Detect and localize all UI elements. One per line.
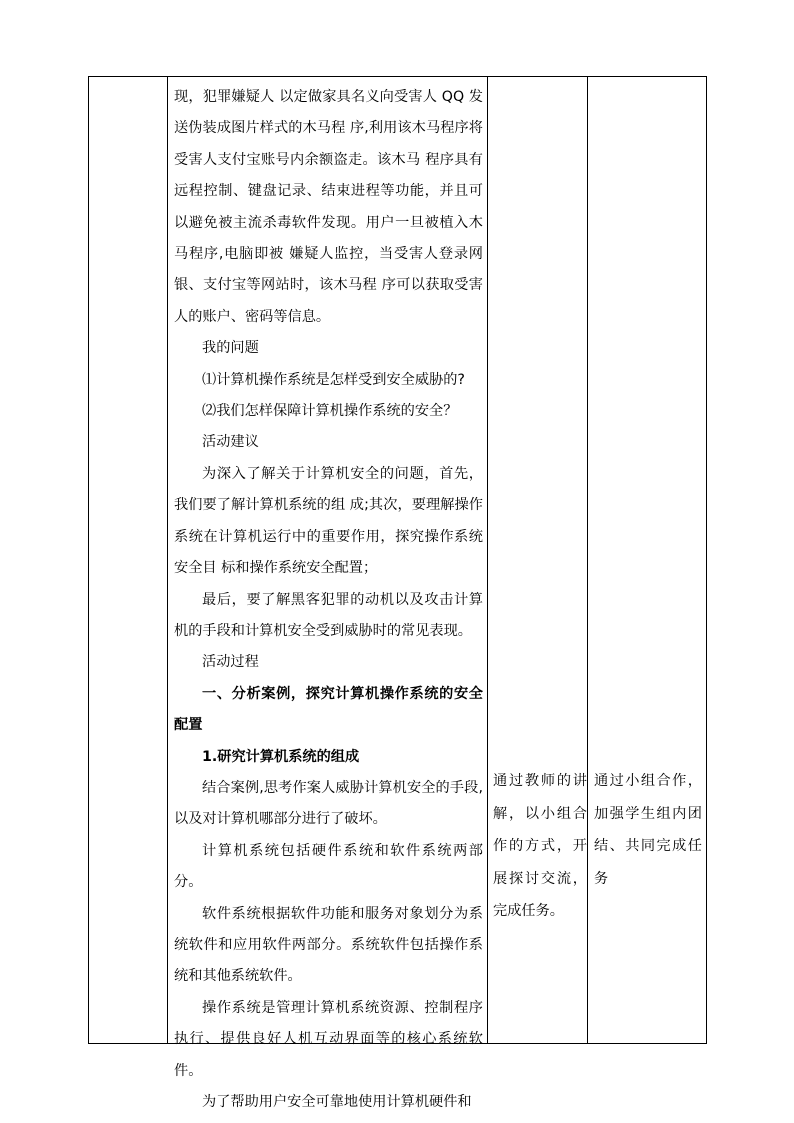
activity-suggestion-heading: 活动建议 (202, 434, 259, 451)
column-divider (487, 77, 488, 1043)
teacher-activity-cell: 通过教师的讲解，以小组合作的方式，开展探讨交流，完成任务。 (493, 773, 587, 919)
body-paragraph: 结合案例,思考作案人威胁计算机安全的手段,以及对计算机哪部分进行了破坏。 (174, 779, 483, 828)
question-2: ⑵我们怎样保障计算机操作系统的安全？ (202, 403, 458, 420)
subsection-heading-1: 1.研究计算机系统的组成 (202, 748, 360, 765)
activity-process-heading: 活动过程 (202, 654, 259, 671)
activity-content-cell (169, 77, 487, 1110)
case-description-paragraph: 现，犯罪嫌疑人 以定做家具名义向受害人 QQ 发送伪装成图片样式的木马程 序,利用该木马程序将受害人支付宝账号内余额盗走。该木马 程序具有远程控制、键盘记录、结束进程等功能，并且可以避免被主流杀毒软件发现。用户一旦被植入木马程序,电脑即被 嫌疑人监控，当受害人登录网银、支付宝等网站时，该木马程 序可以获取受害人的账户、密码等信息。 (174, 89, 483, 325)
suggestion-paragraph-2: 最后，要了解黑客犯罪的动机以及攻击计算机的手段和计算机安全受到威胁时的常见表现。 (174, 591, 483, 639)
body-paragraph: 计算机系统包括硬件系统和软件系统两部分。 (174, 842, 483, 891)
column-divider (587, 77, 588, 1043)
body-paragraph: 操作系统是管理计算机系统资源、控制程序执行、提供良好人机互动界面等的核心系统软件。 (174, 999, 483, 1079)
question-1: ⑴计算机操作系统是怎样受到安全威胁的? (202, 371, 465, 388)
body-paragraph: 软件系统根据软件功能和服务对象划分为系统软件和应用软件两部分。系统软件包括操作系统和其他系统软件。 (174, 905, 483, 985)
lesson-table (88, 76, 707, 1110)
section-heading-1: 一、分析案例，探究计算机操作系统的安全配置 (174, 685, 483, 734)
body-paragraph: 为了帮助用户安全可靠地使用计算机硬件和 (202, 1094, 472, 1110)
suggestion-paragraph-1: 为深入了解关于计算机安全的问题，首先，我们要了解计算机系统的组 成;其次，要理解操作系统在计算机运行中的重要作用，探究操作系统安全目 标和操作系统安全配置； (174, 465, 483, 577)
my-questions-heading: 我的问题 (202, 340, 259, 357)
column-divider (167, 77, 168, 1043)
design-intent-cell: 通过小组合作，加强学生组内团结、共同完成任务 (594, 773, 702, 887)
